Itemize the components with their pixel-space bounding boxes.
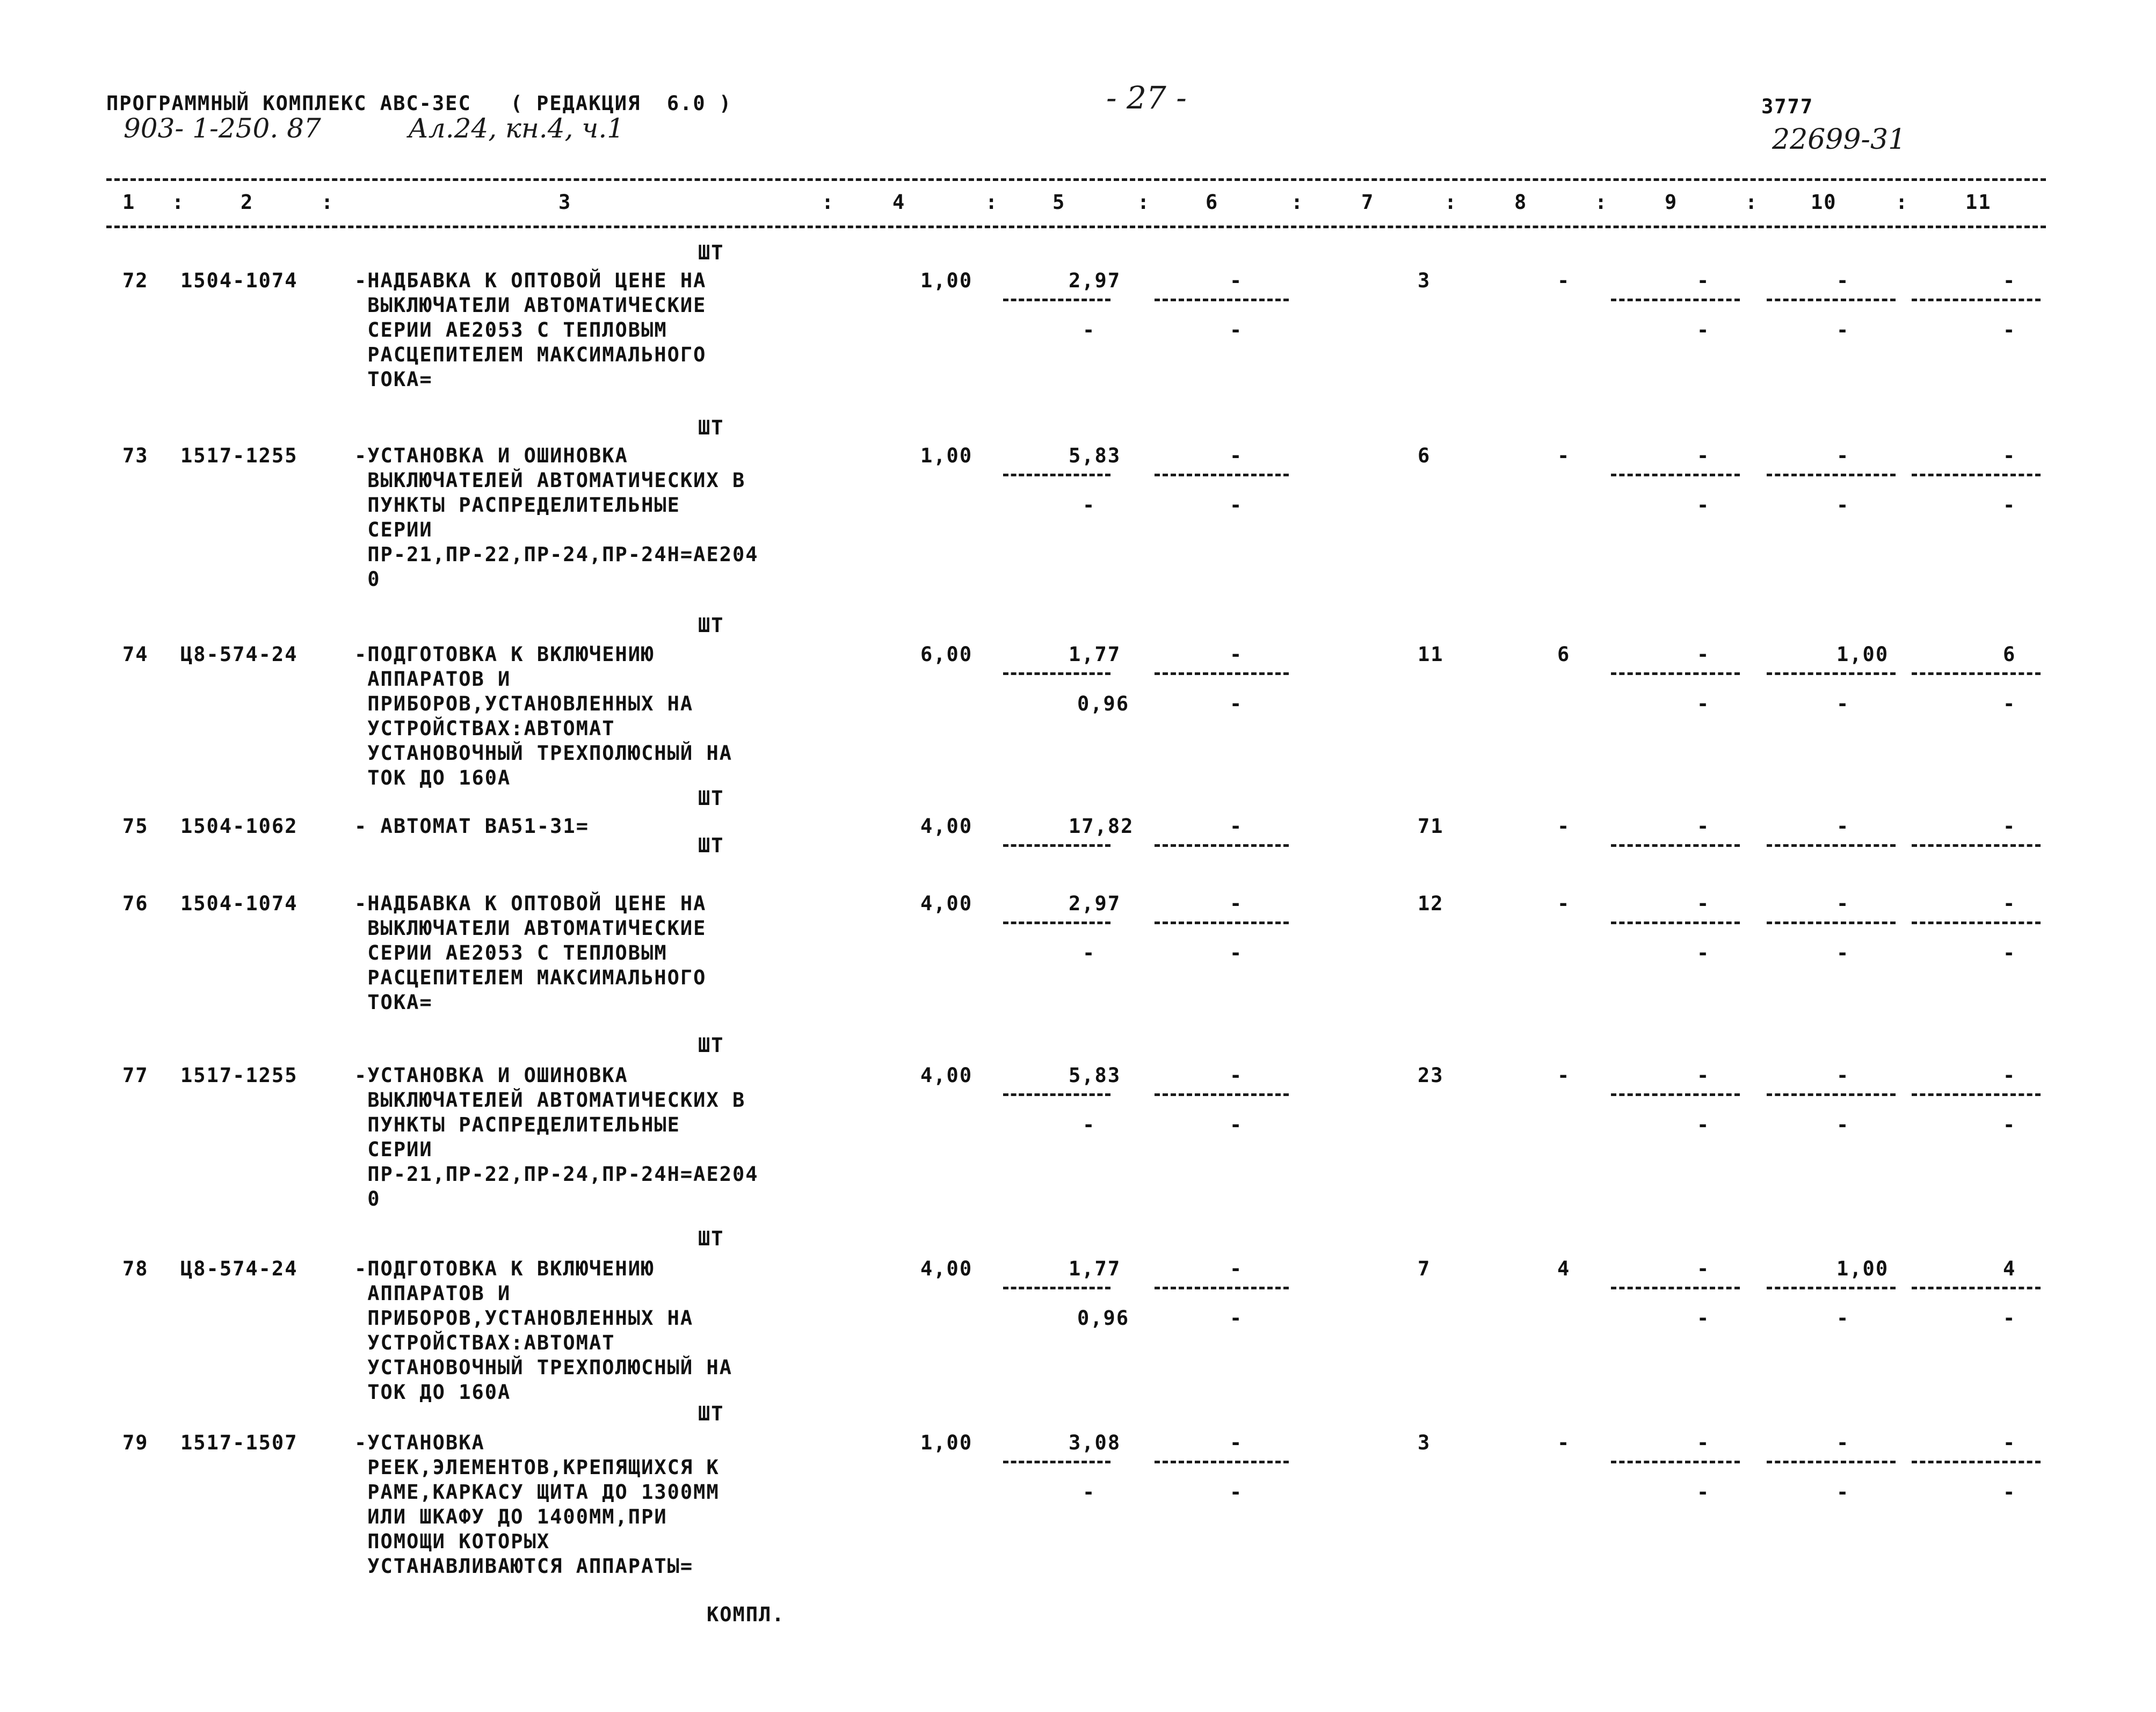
column-separator: : bbox=[321, 191, 335, 214]
below-col9: - bbox=[1697, 1481, 1710, 1504]
description-line: -УСТАНОВКА И ОШИНОВКА bbox=[354, 1064, 628, 1087]
divider-col6 bbox=[1155, 922, 1289, 924]
below-col9: - bbox=[1697, 318, 1710, 342]
value-col11: 4 bbox=[2003, 1257, 2016, 1280]
total-col8: - bbox=[1557, 815, 1571, 838]
divider-col5 bbox=[1003, 299, 1110, 301]
divider-col11 bbox=[1912, 1093, 2041, 1096]
below-col11: - bbox=[2003, 1113, 2016, 1136]
unit-cost: 5,83 bbox=[1069, 444, 1121, 467]
unit-cost: 5,83 bbox=[1069, 1064, 1121, 1087]
rate-code: 1517-1507 bbox=[180, 1431, 298, 1454]
below-col6: - bbox=[1230, 494, 1243, 517]
below-col5: - bbox=[1083, 494, 1096, 517]
row-number: 76 bbox=[122, 892, 149, 915]
divider-col10 bbox=[1767, 474, 1896, 476]
cost-col6: - bbox=[1230, 1064, 1243, 1087]
below-col11: - bbox=[2003, 1307, 2016, 1330]
divider-col6 bbox=[1155, 844, 1289, 847]
unit-label: ШТ bbox=[698, 834, 724, 857]
page-mark: - 27 - bbox=[1106, 79, 1187, 116]
unit-cost: 17,82 bbox=[1069, 815, 1134, 838]
rate-code: 1504-1074 bbox=[180, 892, 298, 915]
below-col10: - bbox=[1836, 494, 1850, 517]
divider-col11 bbox=[1912, 1287, 2041, 1289]
total-col8: 4 bbox=[1557, 1257, 1571, 1280]
total-col8: - bbox=[1557, 892, 1571, 915]
description-line: -ПОДГОТОВКА К ВКЛЮЧЕНИЮ bbox=[354, 1257, 655, 1280]
divider-col11 bbox=[1912, 1461, 2041, 1463]
row-number: 74 bbox=[122, 643, 149, 666]
below-col5: - bbox=[1083, 318, 1096, 342]
description-line: ВЫКЛЮЧАТЕЛЕЙ АВТОМАТИЧЕСКИХ В bbox=[354, 1089, 746, 1112]
unit-cost: 1,77 bbox=[1069, 643, 1121, 666]
description-line: -НАДБАВКА К ОПТОВОЙ ЦЕНЕ НА bbox=[354, 892, 707, 915]
below-col5: - bbox=[1083, 941, 1096, 964]
divider-col6 bbox=[1155, 1461, 1289, 1463]
below-col9: - bbox=[1697, 941, 1710, 964]
below-col11: - bbox=[2003, 692, 2016, 715]
below-col9: - bbox=[1697, 1113, 1710, 1136]
value-col10: - bbox=[1836, 1064, 1850, 1087]
value-col9: - bbox=[1697, 643, 1710, 666]
value-col9: - bbox=[1697, 892, 1710, 915]
description-line: ПУНКТЫ РАСПРЕДЕЛИТЕЛЬНЫЕ bbox=[354, 1113, 680, 1136]
row-number: 73 bbox=[122, 444, 149, 467]
column-separator: : bbox=[1137, 191, 1151, 214]
row-number: 72 bbox=[122, 269, 149, 292]
total-col8: - bbox=[1557, 269, 1571, 292]
value-col10: - bbox=[1836, 444, 1850, 467]
divider-col9 bbox=[1611, 672, 1740, 675]
description-line: ПРИБОРОВ,УСТАНОВЛЕННЫХ НА bbox=[354, 1307, 694, 1330]
quantity: 1,00 bbox=[920, 269, 973, 292]
row-number: 77 bbox=[122, 1064, 149, 1087]
rate-code: Ц8-574-24 bbox=[180, 643, 298, 666]
divider-col9 bbox=[1611, 844, 1740, 847]
column-header-10: 10 bbox=[1811, 191, 1837, 214]
value-col10: - bbox=[1836, 892, 1850, 915]
column-header-3: 3 bbox=[558, 191, 572, 214]
quantity: 1,00 bbox=[920, 1431, 973, 1454]
column-header-8: 8 bbox=[1514, 191, 1528, 214]
column-separator: : bbox=[1745, 191, 1759, 214]
divider-col10 bbox=[1767, 299, 1896, 301]
cost-col6: - bbox=[1230, 643, 1243, 666]
below-col10: - bbox=[1836, 1481, 1850, 1504]
divider-col5 bbox=[1003, 672, 1110, 675]
cost-col6: - bbox=[1230, 892, 1243, 915]
below-col6: - bbox=[1230, 941, 1243, 964]
total-col7: 71 bbox=[1418, 815, 1444, 838]
cost-col6: - bbox=[1230, 269, 1243, 292]
description-line: -УСТАНОВКА И ОШИНОВКА bbox=[354, 444, 628, 467]
below-col6: - bbox=[1230, 692, 1243, 715]
total-col8: 6 bbox=[1557, 643, 1571, 666]
below-col10: - bbox=[1836, 1307, 1850, 1330]
below-col10: - bbox=[1836, 941, 1850, 964]
total-col8: - bbox=[1557, 1431, 1571, 1454]
program-title: ПРОГРАММНЫЙ КОМПЛЕКС АВС-3ЕС ( РЕДАКЦИЯ 6.0 ) bbox=[106, 92, 732, 115]
below-col10: - bbox=[1836, 318, 1850, 342]
cost-col6: - bbox=[1230, 1431, 1243, 1454]
description-line: РАМЕ,КАРКАСУ ЩИТА ДО 1300ММ bbox=[354, 1481, 720, 1504]
description-line: -ПОДГОТОВКА К ВКЛЮЧЕНИЮ bbox=[354, 643, 655, 666]
column-header-7: 7 bbox=[1361, 191, 1375, 214]
total-col7: 6 bbox=[1418, 444, 1431, 467]
cost-col6: - bbox=[1230, 1257, 1243, 1280]
value-col9: - bbox=[1697, 1431, 1710, 1454]
quantity: 4,00 bbox=[920, 815, 973, 838]
unit-label: ШТ bbox=[698, 241, 724, 264]
divider-col5 bbox=[1003, 844, 1110, 847]
description-line: УСТАНОВОЧНЫЙ ТРЕХПОЛЮСНЫЙ НА bbox=[354, 1356, 733, 1379]
value-col10: 1,00 bbox=[1836, 643, 1889, 666]
unit-label: ШТ bbox=[698, 614, 724, 637]
column-header-9: 9 bbox=[1665, 191, 1678, 214]
below-col5: - bbox=[1083, 1113, 1096, 1136]
description-line: ВЫКЛЮЧАТЕЛИ АВТОМАТИЧЕСКИЕ bbox=[354, 294, 707, 317]
column-header-5: 5 bbox=[1052, 191, 1066, 214]
value-col9: - bbox=[1697, 1257, 1710, 1280]
value-col10: - bbox=[1836, 815, 1850, 838]
divider-col5 bbox=[1003, 474, 1110, 476]
divider-col9 bbox=[1611, 474, 1740, 476]
quantity: 4,00 bbox=[920, 1257, 973, 1280]
divider-col6 bbox=[1155, 299, 1289, 301]
description-line: СЕРИИ bbox=[354, 1138, 433, 1161]
divider-col11 bbox=[1912, 922, 2041, 924]
value-col11: - bbox=[2003, 1431, 2016, 1454]
description-line: ПР-21,ПР-22,ПР-24,ПР-24Н=АЕ204 bbox=[354, 543, 759, 566]
below-col5: 0,96 bbox=[1077, 692, 1130, 715]
divider-col6 bbox=[1155, 474, 1289, 476]
unit-cost: 1,77 bbox=[1069, 1257, 1121, 1280]
quantity: 4,00 bbox=[920, 892, 973, 915]
description-line: - АВТОМАТ ВА51-31= bbox=[354, 815, 589, 838]
divider-col9 bbox=[1611, 1093, 1740, 1096]
description-line: СЕРИИ АЕ2053 С ТЕПЛОВЫМ bbox=[354, 941, 667, 964]
divider-col6 bbox=[1155, 1287, 1289, 1289]
description-line: 0 bbox=[354, 568, 381, 591]
quantity: 4,00 bbox=[920, 1064, 973, 1087]
description-line: УСТАНОВОЧНЫЙ ТРЕХПОЛЮСНЫЙ НА bbox=[354, 742, 733, 765]
project-number: 903- 1-250. 87 bbox=[124, 113, 321, 144]
description-line: ИЛИ ШКАФУ ДО 1400ММ,ПРИ bbox=[354, 1505, 667, 1528]
below-col6: - bbox=[1230, 318, 1243, 342]
below-col9: - bbox=[1697, 494, 1710, 517]
sheet-number: 3777 bbox=[1761, 95, 1814, 118]
below-col10: - bbox=[1836, 692, 1850, 715]
description-line: СЕРИИ bbox=[354, 518, 433, 541]
quantity: 6,00 bbox=[920, 643, 973, 666]
unit-label: ШТ bbox=[698, 1034, 724, 1057]
below-col6: - bbox=[1230, 1481, 1243, 1504]
divider-col9 bbox=[1611, 1461, 1740, 1463]
total-col7: 3 bbox=[1418, 269, 1431, 292]
value-col11: - bbox=[2003, 444, 2016, 467]
unit-label: ШТ bbox=[698, 1402, 724, 1425]
column-header-2: 2 bbox=[241, 191, 254, 214]
document-number: 22699-31 bbox=[1772, 124, 1906, 156]
divider-col11 bbox=[1912, 474, 2041, 476]
row-number: 75 bbox=[122, 815, 149, 838]
rate-code: 1504-1062 bbox=[180, 815, 298, 838]
description-line: УСТРОЙСТВАХ:АВТОМАТ bbox=[354, 1331, 615, 1354]
divider-col6 bbox=[1155, 672, 1289, 675]
description-line: ТОКА= bbox=[354, 991, 433, 1014]
unit-cost: 3,08 bbox=[1069, 1431, 1121, 1454]
divider-col5 bbox=[1003, 1461, 1110, 1463]
description-line: УСТАНАВЛИВАЮТСЯ АППАРАТЫ= bbox=[354, 1555, 694, 1578]
value-col11: - bbox=[2003, 1064, 2016, 1087]
divider-col10 bbox=[1767, 672, 1896, 675]
description-line: АППАРАТОВ И bbox=[354, 1282, 511, 1305]
description-line: -НАДБАВКА К ОПТОВОЙ ЦЕНЕ НА bbox=[354, 269, 707, 292]
unit-label: ШТ bbox=[698, 787, 724, 810]
description-line: ВЫКЛЮЧАТЕЛЕЙ АВТОМАТИЧЕСКИХ В bbox=[354, 469, 746, 492]
below-col9: - bbox=[1697, 692, 1710, 715]
divider-col10 bbox=[1767, 1287, 1896, 1289]
description-line: ПР-21,ПР-22,ПР-24,ПР-24Н=АЕ204 bbox=[354, 1163, 759, 1186]
column-header-11: 11 bbox=[1965, 191, 1992, 214]
footer-unit: КОМПЛ. bbox=[707, 1603, 785, 1626]
value-col10: 1,00 bbox=[1836, 1257, 1889, 1280]
unit-cost: 2,97 bbox=[1069, 269, 1121, 292]
header-rule-bottom bbox=[106, 226, 2046, 228]
divider-col10 bbox=[1767, 844, 1896, 847]
value-col10: - bbox=[1836, 269, 1850, 292]
cost-col6: - bbox=[1230, 444, 1243, 467]
divider-col11 bbox=[1912, 844, 2041, 847]
value-col11: - bbox=[2003, 815, 2016, 838]
value-col9: - bbox=[1697, 815, 1710, 838]
column-header-4: 4 bbox=[892, 191, 906, 214]
rate-code: 1517-1255 bbox=[180, 1064, 298, 1087]
divider-col9 bbox=[1611, 1287, 1740, 1289]
total-col7: 11 bbox=[1418, 643, 1444, 666]
value-col11: 6 bbox=[2003, 643, 2016, 666]
column-header-6: 6 bbox=[1206, 191, 1219, 214]
below-col6: - bbox=[1230, 1113, 1243, 1136]
total-col7: 7 bbox=[1418, 1257, 1431, 1280]
description-line: ТОКА= bbox=[354, 368, 433, 391]
divider-col5 bbox=[1003, 1093, 1110, 1096]
below-col9: - bbox=[1697, 1307, 1710, 1330]
description-line: 0 bbox=[354, 1187, 381, 1210]
divider-col11 bbox=[1912, 672, 2041, 675]
below-col6: - bbox=[1230, 1307, 1243, 1330]
description-line: ТОК ДО 160А bbox=[354, 1381, 511, 1404]
total-col7: 12 bbox=[1418, 892, 1444, 915]
divider-col10 bbox=[1767, 1093, 1896, 1096]
rate-code: 1517-1255 bbox=[180, 444, 298, 467]
column-header-1: 1 bbox=[122, 191, 136, 214]
value-col9: - bbox=[1697, 269, 1710, 292]
description-line: РЕЕК,ЭЛЕМЕНТОВ,КРЕПЯЩИХСЯ К bbox=[354, 1456, 720, 1479]
unit-label: ШТ bbox=[698, 1227, 724, 1250]
total-col8: - bbox=[1557, 444, 1571, 467]
value-col10: - bbox=[1836, 1431, 1850, 1454]
divider-col5 bbox=[1003, 1287, 1110, 1289]
rate-code: 1504-1074 bbox=[180, 269, 298, 292]
row-number: 78 bbox=[122, 1257, 149, 1280]
column-separator: : bbox=[1291, 191, 1304, 214]
description-line: ТОК ДО 160А bbox=[354, 766, 511, 789]
column-separator: : bbox=[822, 191, 835, 214]
unit-label: ШТ bbox=[698, 416, 724, 439]
value-col9: - bbox=[1697, 444, 1710, 467]
description-line: ВЫКЛЮЧАТЕЛИ АВТОМАТИЧЕСКИЕ bbox=[354, 917, 707, 940]
divider-col9 bbox=[1611, 922, 1740, 924]
rate-code: Ц8-574-24 bbox=[180, 1257, 298, 1280]
value-col11: - bbox=[2003, 269, 2016, 292]
divider-col10 bbox=[1767, 922, 1896, 924]
divider-col10 bbox=[1767, 1461, 1896, 1463]
below-col5: 0,96 bbox=[1077, 1307, 1130, 1330]
unit-cost: 2,97 bbox=[1069, 892, 1121, 915]
total-col8: - bbox=[1557, 1064, 1571, 1087]
total-col7: 23 bbox=[1418, 1064, 1444, 1087]
description-line: УСТРОЙСТВАХ:АВТОМАТ bbox=[354, 717, 615, 740]
divider-col9 bbox=[1611, 299, 1740, 301]
below-col11: - bbox=[2003, 318, 2016, 342]
value-col9: - bbox=[1697, 1064, 1710, 1087]
below-col11: - bbox=[2003, 941, 2016, 964]
description-line: СЕРИИ АЕ2053 С ТЕПЛОВЫМ bbox=[354, 318, 667, 342]
description-line: РАСЦЕПИТЕЛЕМ МАКСИМАЛЬНОГО bbox=[354, 966, 707, 989]
column-separator: : bbox=[985, 191, 999, 214]
cost-col6: - bbox=[1230, 815, 1243, 838]
column-separator: : bbox=[172, 191, 185, 214]
divider-col5 bbox=[1003, 922, 1110, 924]
divider-col11 bbox=[1912, 299, 2041, 301]
value-col11: - bbox=[2003, 892, 2016, 915]
row-number: 79 bbox=[122, 1431, 149, 1454]
divider-col6 bbox=[1155, 1093, 1289, 1096]
column-separator: : bbox=[1444, 191, 1458, 214]
below-col11: - bbox=[2003, 494, 2016, 517]
album-reference: Ал.24, кн.4, ч.1 bbox=[408, 113, 625, 144]
below-col10: - bbox=[1836, 1113, 1850, 1136]
below-col5: - bbox=[1083, 1481, 1096, 1504]
column-separator: : bbox=[1595, 191, 1608, 214]
total-col7: 3 bbox=[1418, 1431, 1431, 1454]
column-separator: : bbox=[1896, 191, 1909, 214]
description-line: АППАРАТОВ И bbox=[354, 668, 511, 691]
below-col11: - bbox=[2003, 1481, 2016, 1504]
header-rule-top bbox=[106, 178, 2046, 181]
quantity: 1,00 bbox=[920, 444, 973, 467]
description-line: ПРИБОРОВ,УСТАНОВЛЕННЫХ НА bbox=[354, 692, 694, 715]
description-line: ПУНКТЫ РАСПРЕДЕЛИТЕЛЬНЫЕ bbox=[354, 494, 680, 517]
description-line: РАСЦЕПИТЕЛЕМ МАКСИМАЛЬНОГО bbox=[354, 343, 707, 366]
description-line: -УСТАНОВКА bbox=[354, 1431, 485, 1454]
description-line: ПОМОЩИ КОТОРЫХ bbox=[354, 1530, 550, 1553]
